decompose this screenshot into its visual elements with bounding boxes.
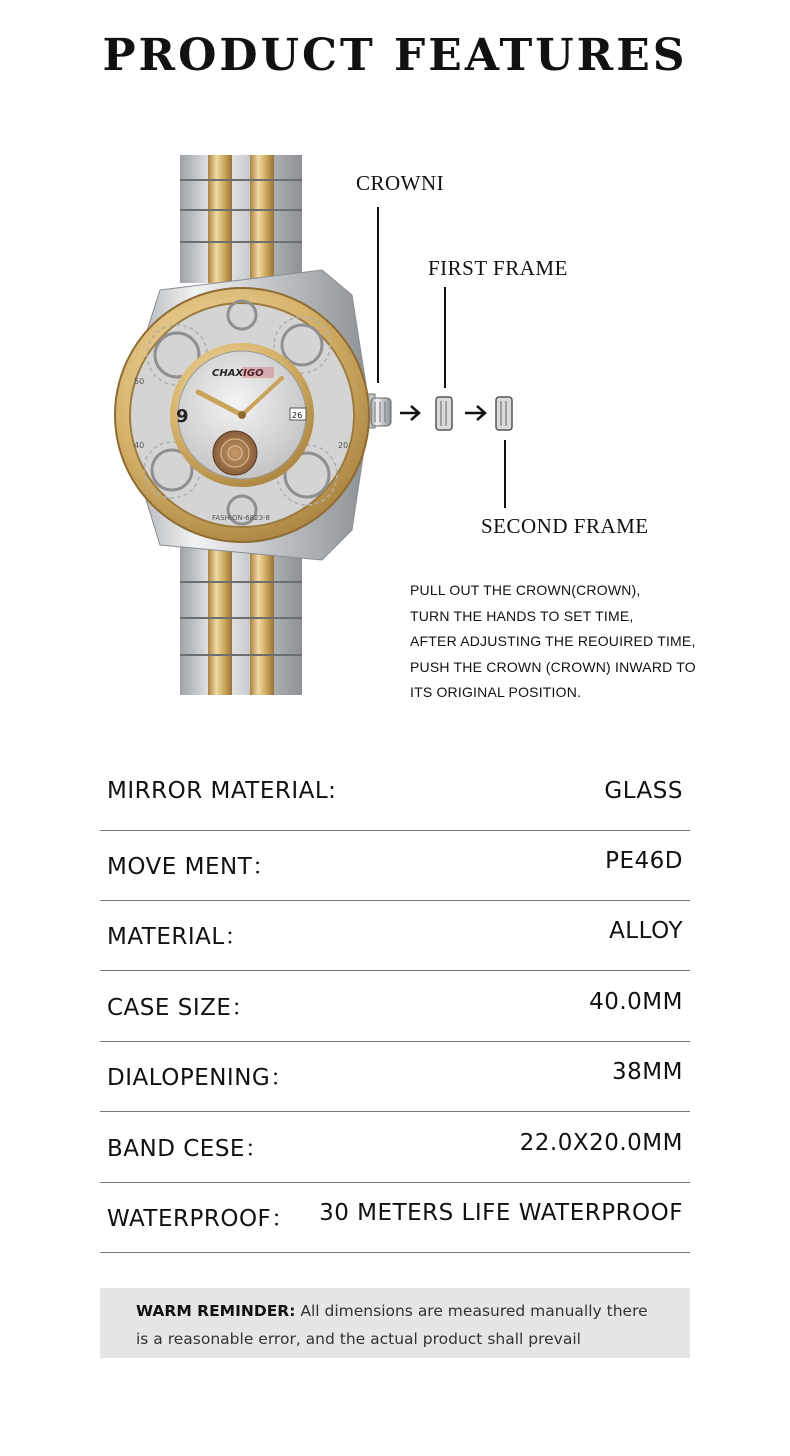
spec-label: MIRROR MATERIAL: bbox=[107, 778, 337, 804]
scale-label: 20 bbox=[338, 441, 349, 450]
warm-reminder bbox=[100, 1288, 690, 1358]
crown-second-frame-icon bbox=[496, 397, 512, 430]
instruction-line: ITS ORIGINAL POSITION. bbox=[410, 684, 582, 700]
spec-row-case-size bbox=[100, 971, 690, 1042]
spec-label: MOVE MENT： bbox=[107, 854, 276, 880]
callout-second-frame: SECOND FRAME bbox=[481, 514, 649, 538]
spec-row-waterproof bbox=[100, 1182, 690, 1253]
spec-value: ALLOY bbox=[609, 918, 683, 944]
scale-label: 40 bbox=[134, 441, 145, 450]
instruction-line: AFTER ADJUSTING THE REOUIRED TIME, bbox=[410, 633, 696, 649]
spec-row-band-size bbox=[100, 1112, 690, 1183]
spec-value: 38MM bbox=[612, 1059, 683, 1085]
spec-label: MATERIAL： bbox=[107, 924, 249, 950]
callout-first-frame: FIRST FRAME bbox=[428, 256, 568, 280]
spec-value: 22.0X20.0MM bbox=[519, 1130, 683, 1156]
arrow-right-icon bbox=[465, 406, 485, 420]
reminder-text: All dimensions are measured manually there bbox=[300, 1302, 648, 1320]
spec-label: DIALOPENING： bbox=[107, 1065, 294, 1091]
callout-crown: CROWNI bbox=[356, 171, 445, 195]
spec-label: BAND CESE： bbox=[107, 1136, 269, 1162]
spec-value: GLASS bbox=[604, 778, 683, 804]
instruction-line: PUSH THE CROWN (CROWN) INWARD TO bbox=[410, 658, 696, 675]
page-title: PRODUCT FEATURES bbox=[102, 30, 688, 81]
instruction-line: TURN THE HANDS TO SET TIME, bbox=[410, 607, 634, 624]
crown-first-frame-icon bbox=[436, 397, 452, 430]
spec-row-dial-opening bbox=[100, 1041, 690, 1112]
hour-numeral: 9 bbox=[176, 406, 189, 427]
bezel-text: FASHION-6823-8 bbox=[212, 514, 271, 522]
reminder-label: WARM REMINDER: bbox=[136, 1302, 296, 1320]
spec-row-material bbox=[100, 900, 690, 971]
arrow-right-icon bbox=[400, 406, 419, 420]
spec-label: CASE SIZE： bbox=[107, 995, 255, 1021]
reminder-text: is a reasonable error, and the actual product shall prevail bbox=[136, 1330, 581, 1348]
spec-value: 40.0MM bbox=[589, 989, 683, 1015]
spec-row-mirror-material bbox=[100, 760, 690, 831]
scale-label: 50 bbox=[134, 377, 145, 386]
date-window: 26 bbox=[292, 411, 303, 420]
instructions bbox=[410, 578, 696, 706]
watch-brand: CHAXIGO bbox=[212, 368, 264, 379]
spec-value: PE46D bbox=[605, 848, 683, 874]
spec-label: WATERPROOF： bbox=[107, 1206, 295, 1232]
spec-row-movement bbox=[100, 830, 690, 901]
instruction-line: PULL OUT THE CROWN(CROWN), bbox=[410, 582, 641, 598]
spec-value: 30 METERS LIFE WATERPROOF bbox=[319, 1200, 683, 1226]
